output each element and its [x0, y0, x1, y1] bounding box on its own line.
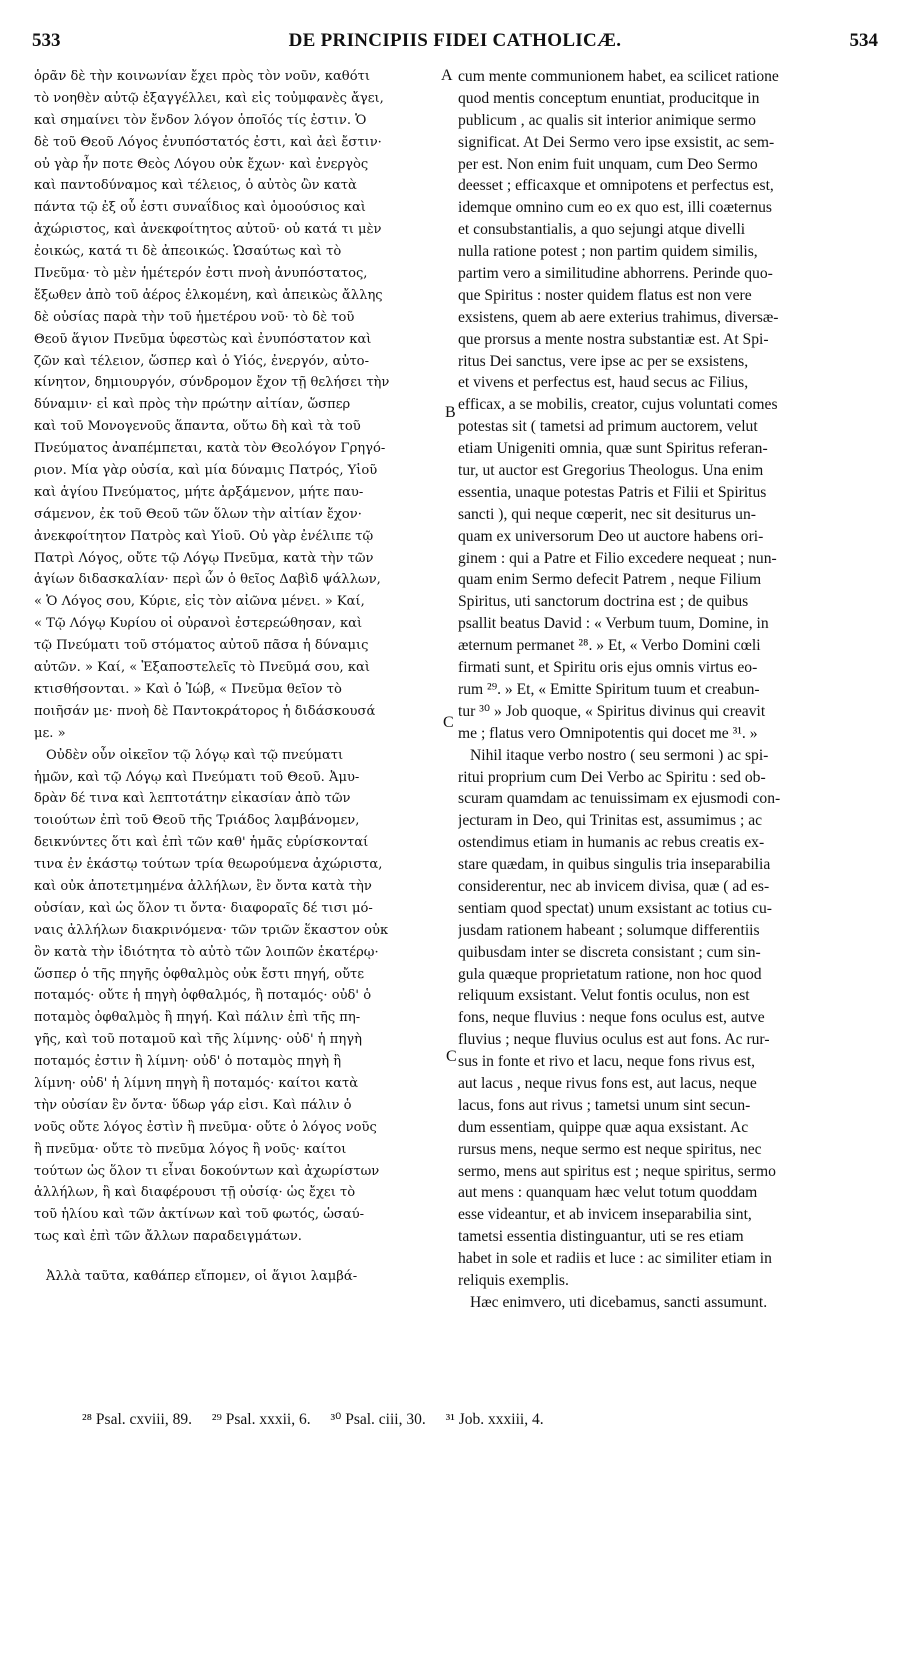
text-line: essentia, unaque potestas Patris et Filii et Spiritus — [458, 483, 767, 501]
running-title: DE PRINCIPIIS FIDEI CATHOLICÆ. — [288, 30, 622, 51]
text-line: scuram quamdam ac tenuissimam ex ejusmodi con- — [458, 790, 781, 808]
text-line: Πατρὶ Λόγος, οὔτε τῷ Λόγῳ Πνεῦμα, κατὰ τὴν τῶν — [34, 550, 374, 566]
text-line: etiam Unigeniti omnia, quæ sunt Spiritus referan- — [458, 440, 768, 458]
text-line: κτισθήσονται. » Καὶ ὁ Ἰώβ, « Πνεῦμα θεῖον τὸ — [34, 681, 342, 697]
margin-marker-b: B — [445, 404, 456, 421]
text-line: potestas sit ( tametsi ad primum auctorem, velut — [458, 418, 758, 436]
text-line: πάντα τῷ ἐξ οὗ ἐστι συναΐδιος καὶ ὁμοούσιος καὶ — [34, 200, 366, 216]
text-line: ἡμῶν, καὶ τῷ Λόγῳ καὶ Πνεύματι τοῦ Θεοῦ. Ἀμυ- — [34, 769, 360, 785]
text-line: reliquis exemplis. — [458, 1271, 569, 1289]
text-line: æternum permanet ²⁸. » Et, « Verbo Domini cœli — [458, 637, 761, 655]
text-line: Πνεύματος ἀναπέμπεται, κατὰ τὸν Θεολόγον Γρηγό- — [34, 441, 386, 457]
text-line: τὴν οὐσίαν ἓν ὄντα· ὕδωρ γάρ εἰσι. Καὶ πάλιν ὁ — [34, 1097, 352, 1113]
text-line: ginem : qui a Patre et Filio excedere nequeat ; nun- — [458, 549, 777, 567]
text-line: ποταμός ἐστιν ἢ λίμνη· οὐδ' ὁ ποταμὸς πηγὴ ἢ — [34, 1054, 342, 1070]
text-line: ritus Dei sanctus, vere ipse ac per se exsistens, — [458, 352, 749, 370]
footnote: ³⁰ Psal. ciii, 30. — [330, 1411, 426, 1428]
text-line: per est. Non enim fuit unquam, cum Deo Sermo — [458, 155, 758, 173]
text-line: ναις ἀλλήλων διακρινόμενα· τῶν τριῶν ἕκαστον οὐκ — [34, 922, 389, 938]
text-line: σάμενον, ἐκ τοῦ Θεοῦ τῶν ὅλων τὴν αἰτίαν ἔχον· — [34, 506, 362, 522]
text-line: δὲ τοῦ Θεοῦ Λόγος ἐνυπόστατός ἐστι, καὶ ἀεὶ ἔστιν· — [34, 134, 382, 150]
text-line: sermo, mens aut spiritus est ; neque spiritus, sermo — [458, 1162, 776, 1180]
text-line: « Ὁ Λόγος σου, Κύριε, εἰς τὸν αἰῶνα μένει. » Καί, — [34, 594, 365, 610]
text-line: dum essentiam, quippe quæ aqua exsistant. Ac — [458, 1118, 749, 1136]
text-line: ριον. Μία γὰρ οὐσία, καὶ μία δύναμις Πατρός, Υἱοῦ — [34, 463, 378, 479]
text-line: καὶ παντοδύναμος καὶ τέλειος, ὁ αὐτὸς ὢν κατὰ — [34, 178, 357, 194]
text-line: quibusdam inter se discreta consistant ; cum sin- — [458, 943, 761, 961]
text-line: ἔξωθεν ἀπὸ τοῦ ἀέρος ἑλκομένη, καὶ ἀπεικὼς ἄλλης — [34, 287, 383, 303]
text-line: tametsi essentia distinguantur, uti se res etiam — [458, 1228, 744, 1246]
text-line: me ; flatus vero Omnipotentis qui docet me ³¹. » — [458, 724, 758, 742]
text-line: λίμνη· οὐδ' ἡ λίμνη πηγὴ ἢ ποταμός· καίτοι κατὰ — [34, 1075, 359, 1091]
text-line: que Spiritus : noster quidem flatus est non vere — [458, 286, 752, 304]
footnote: ³¹ Job. xxxiii, 4. — [445, 1411, 544, 1428]
text-line: Οὐδὲν οὖν οἰκεῖον τῷ λόγῳ καὶ τῷ πνεύματι — [46, 747, 344, 763]
text-line: ποιῆσάν με· πνοὴ δὲ Παντοκράτορος ἡ διδάσκουσά — [34, 703, 376, 719]
text-line: cum mente communionem habet, ea scilicet ratione — [458, 68, 779, 85]
text-line: ἀχώριστος, καὶ ἀνεκφοίτητος αὐτοῦ· οὐ κατά τι μὲν — [34, 222, 382, 238]
text-line: nulla ratione potest ; non partim quidem similis, — [458, 243, 758, 261]
text-line: habet in sole et radiis et luce : ac similiter etiam in — [458, 1250, 772, 1268]
text-line: exsistens, quem ab aere exterius trahimus, diversæ- — [458, 308, 779, 326]
text-line: gula quæque proprietatum ratione, non hoc quod — [458, 965, 762, 983]
text-line: ποταμός· οὔτε ἡ πηγὴ ὀφθαλμός, ἢ ποταμός· οὐδ' ὁ — [34, 988, 372, 1004]
text-line: τοῦ ἡλίου καὶ τῶν ἀκτίνων καὶ τοῦ φωτός, ὡσαύ- — [34, 1207, 365, 1223]
text-line: καὶ τοῦ Μονογενοῦς ἅπαντα, οὕτω δὴ καὶ τὰ τοῦ — [34, 419, 361, 435]
text-line: ζῶν καὶ τέλειον, ὥσπερ καὶ ὁ Υἱός, ἐνεργόν, αὐτο- — [34, 353, 369, 369]
text-line: με. » — [34, 725, 66, 741]
text-line: ἁγίων διδασκαλίαν· περὶ ὧν ὁ θεῖος Δαβὶδ ψάλλων, — [34, 572, 381, 588]
text-line: rursus mens, neque sermo est neque spiritus, nec — [458, 1140, 762, 1158]
text-line: tur ³⁰ » Job quoque, « Spiritus divinus qui creavit — [458, 702, 766, 720]
text-line: καὶ ἁγίου Πνεύματος, μήτε ἀρξάμενον, μήτε παυ- — [34, 484, 364, 500]
text-line: ἀλλήλων, ἢ καὶ διαφέρουσι τῇ οὐσίᾳ· ὡς ἔχει τὸ — [34, 1185, 356, 1201]
text-line: Ἀλλὰ ταῦτα, καθάπερ εἴπομεν, οἱ ἅγιοι λαμβά- — [46, 1269, 358, 1285]
text-line: aut lacus , neque rivus fons est, aut lacus, neque — [458, 1074, 757, 1092]
footnote: ²⁸ Psal. cxviii, 89. — [82, 1411, 192, 1428]
margin-marker-c-second: C — [446, 1048, 457, 1065]
text-line: jusdam rationem habeant ; solumque differentiis — [458, 921, 760, 939]
text-line: ἢ πνεῦμα· οὔτε τὸ πνεῦμα λόγος ἢ νοῦς· καίτοι — [34, 1141, 347, 1157]
left-page-number: 533 — [32, 30, 61, 51]
text-line: publicum , ac qualis sit interior animique sermo — [458, 111, 756, 129]
text-line: ὥσπερ ὁ τῆς πηγῆς ὀφθαλμὸς οὐκ ἔστι πηγή, οὔτε — [34, 966, 365, 982]
footnotes — [82, 1410, 862, 1429]
text-line: τὸ νοηθὲν αὐτῷ ἐξαγγέλλει, καὶ εἰς τοὐμφανὲς ἄγει, — [34, 90, 384, 106]
text-line: τούτων ὡς ὅλον τι εἶναι δοκούντων καὶ ἀχωρίστων — [34, 1163, 380, 1179]
text-line: δύναμιν· εἰ καὶ πρὸς τὴν πρώτην αἰτίαν, ὥσπερ — [34, 397, 351, 413]
text-line: Nihil itaque verbo nostro ( seu sermoni ) ac spi- — [470, 746, 769, 764]
text-line: sentiam quod spectat) unum exsistant ac totius cu- — [458, 899, 772, 917]
text-line: et consubstantialis, a quo sejungi atque divelli — [458, 221, 746, 239]
text-line: αὐτῶν. » Καί, « Ἐξαποστελεῖς τὸ Πνεῦμά σου, καὶ — [34, 660, 371, 676]
text-line: significat. At Dei Sermo vero ipse exsistit, ac sem- — [458, 133, 775, 151]
text-line: partim vero a similitudine abhorrens. Perinde quo- — [458, 265, 773, 283]
text-line: οὐσίαν, καὶ ὡς ὅλον τι ὄντα· διαφοραῖς δέ τισι μό- — [34, 900, 373, 916]
text-line: τως καὶ ἐπὶ τῶν ἄλλων παραδειγμάτων. — [34, 1229, 302, 1245]
text-line: sus in fonte et rivo et lacu, neque fons rivus est, — [458, 1053, 756, 1071]
text-line: οὐ γὰρ ἦν ποτε Θεὸς Λόγου οὐκ ἔχων· καὶ ἐνεργὸς — [34, 156, 369, 172]
text-line: et vivens et perfectus est, haud secus ac Filius, — [458, 374, 749, 392]
text-line: ἀνεκφοίτητον Πατρὸς καὶ Υἱοῦ. Οὐ γὰρ ἐνέλιπε τῷ — [34, 528, 374, 544]
text-line: quam enim Sermo defecit Patrem , neque Filium — [458, 571, 762, 589]
text-line: τῷ Πνεύματι τοῦ στόματος αὐτοῦ πᾶσα ἡ δύναμις — [34, 638, 369, 654]
text-line: firmati sunt, et Spiritu oris ejus omnis virtus eo- — [458, 659, 758, 677]
text-line: κίνητον, δημιουργόν, σύνδρομον ἔχον τῇ θελήσει τὴν — [34, 375, 390, 391]
text-line: ritui proprium cum Dei Verbo ac Spiritu : sed ob- — [458, 768, 766, 786]
text-line: καὶ οὐκ ἀποτετμημένα ἀλλήλων, ἓν ὄντα κατὰ τὴν — [34, 878, 372, 894]
text-line: lacus, fons aut rivus ; tametsi unum sint secun- — [458, 1096, 751, 1114]
text-line: Θεοῦ ἅγιον Πνεῦμα ὑφεστὼς καὶ ἐνυπόστατον καὶ — [34, 331, 372, 347]
text-line: ἐοικώς, κατά τι δὲ ἀπεοικώς. Ὡσαύτως καὶ τὸ — [34, 244, 342, 260]
paragraph-gap — [34, 1248, 442, 1266]
text-line: δὲ οὐσίας παρὰ τὴν τοῦ ἡμετέρου νοῦ· τὸ δὲ τοῦ — [34, 309, 355, 325]
text-line: jecturam in Deo, qui Trinitas est, assumimus ; ac — [458, 812, 763, 830]
right-page-number: 534 — [849, 30, 878, 51]
text-line: τινα ἐν ἑκάστῳ τούτων τρία θεωρούμενα ἀχώριστα, — [34, 857, 383, 873]
page-header — [32, 30, 878, 60]
text-line: ποταμὸς ὀφθαλμὸς ἢ πηγή. Καὶ πάλιν ἐπὶ τῆς πη- — [34, 1010, 361, 1026]
text-line: rum ²⁹. » Et, « Emitte Spiritum tuum et creabun- — [458, 680, 760, 698]
text-line: γῆς, καὶ τοῦ ποταμοῦ καὶ τῆς λίμνης· οὐδ' ἡ πηγὴ — [34, 1032, 362, 1048]
text-line: δεικνύντες ὅτι καὶ ἐπὶ τῶν καθ' ἡμᾶς εὑρίσκονταί — [34, 835, 369, 851]
footnote: ²⁹ Psal. xxxii, 6. — [211, 1411, 311, 1428]
text-line: Spiritus, uti sanctorum doctrina est ; de quibus — [458, 593, 749, 611]
text-line: esse videantur, et ab invicem inseparabilia sint, — [458, 1206, 752, 1224]
text-line: idemque omnino cum eo ex quo est, illi coæternus — [458, 199, 772, 217]
text-line: quod mentis conceptum enuntiat, producitque in — [458, 89, 760, 107]
text-line: deesset ; efficaxque et omnipotens et perfectus est, — [458, 177, 774, 195]
margin-marker-a: A — [441, 67, 453, 84]
text-line: Hæc enimvero, uti dicebamus, sancti assumunt. — [470, 1293, 768, 1311]
text-line: fons, neque fluvius : neque fons oculus est, autve — [458, 1009, 765, 1027]
margin-marker-c: C — [443, 714, 454, 731]
text-line: tur, ut auctor est Gregorius Theologus. Una enim — [458, 462, 764, 480]
text-line: que prorsus a mente nostra substantiæ est. At Spi- — [458, 330, 769, 348]
text-line: fluvius ; neque fluvius oculus est aut fons. Ac rur- — [458, 1031, 770, 1049]
text-line: efficax, a se mobilis, creator, cujus voluntati comes — [458, 396, 778, 414]
text-line: reliquum exsistant. Velut fontis oculus, non est — [458, 987, 750, 1005]
text-line: ὁρᾶν δὲ τὴν κοινωνίαν ἔχει πρὸς τὸν νοῦν, καθότι — [34, 69, 370, 84]
text-line: stare quædam, in quibus singulis tria inseparabilia — [458, 856, 771, 874]
text-line: Πνεῦμα· τὸ μὲν ἡμέτερόν ἐστι πνοὴ ἀνυπόστατος, — [34, 266, 368, 282]
text-line: τοιούτων ἐπὶ τοῦ Θεοῦ τῆς Τριάδος λαμβάνομεν, — [34, 813, 360, 829]
text-line: considerentur, nec ab invicem divisa, quæ ( ad es- — [458, 877, 770, 895]
text-line: δρὰν δέ τινα καὶ λεπτοτάτην εἰκασίαν ἀπὸ τῶν — [34, 791, 351, 807]
text-line: ostendimus etiam in humanis ac rebus creatis ex- — [458, 834, 765, 852]
text-line: « Τῷ Λόγῳ Κυρίου οἱ οὐρανοὶ ἐστερεώθησαν, καὶ — [34, 616, 363, 632]
text-line: psallit beatus David : « Verbum tuum, Domine, in — [458, 615, 769, 633]
text-line: ὂν κατὰ τὴν ἰδιότητα τὸ αὐτὸ τῶν λοιπῶν ἑκατέρῳ· — [34, 944, 379, 960]
text-line: aut mens : quanquam hæc velut totum quoddam — [458, 1184, 758, 1202]
text-line: νοῦς οὔτε λόγος ἐστὶν ἢ πνεῦμα· οὔτε ὁ λόγος νοῦς — [34, 1119, 377, 1135]
text-line: quam ex universorum Deo ut auctore habens ori- — [458, 527, 764, 545]
text-line: καὶ σημαίνει τὸν ἔνδον λόγον ὁποῖός τίς ἐστιν. Ὁ — [34, 112, 367, 128]
text-line: sancti ), qui neque cœperit, nec sit desiturus un- — [458, 505, 756, 523]
